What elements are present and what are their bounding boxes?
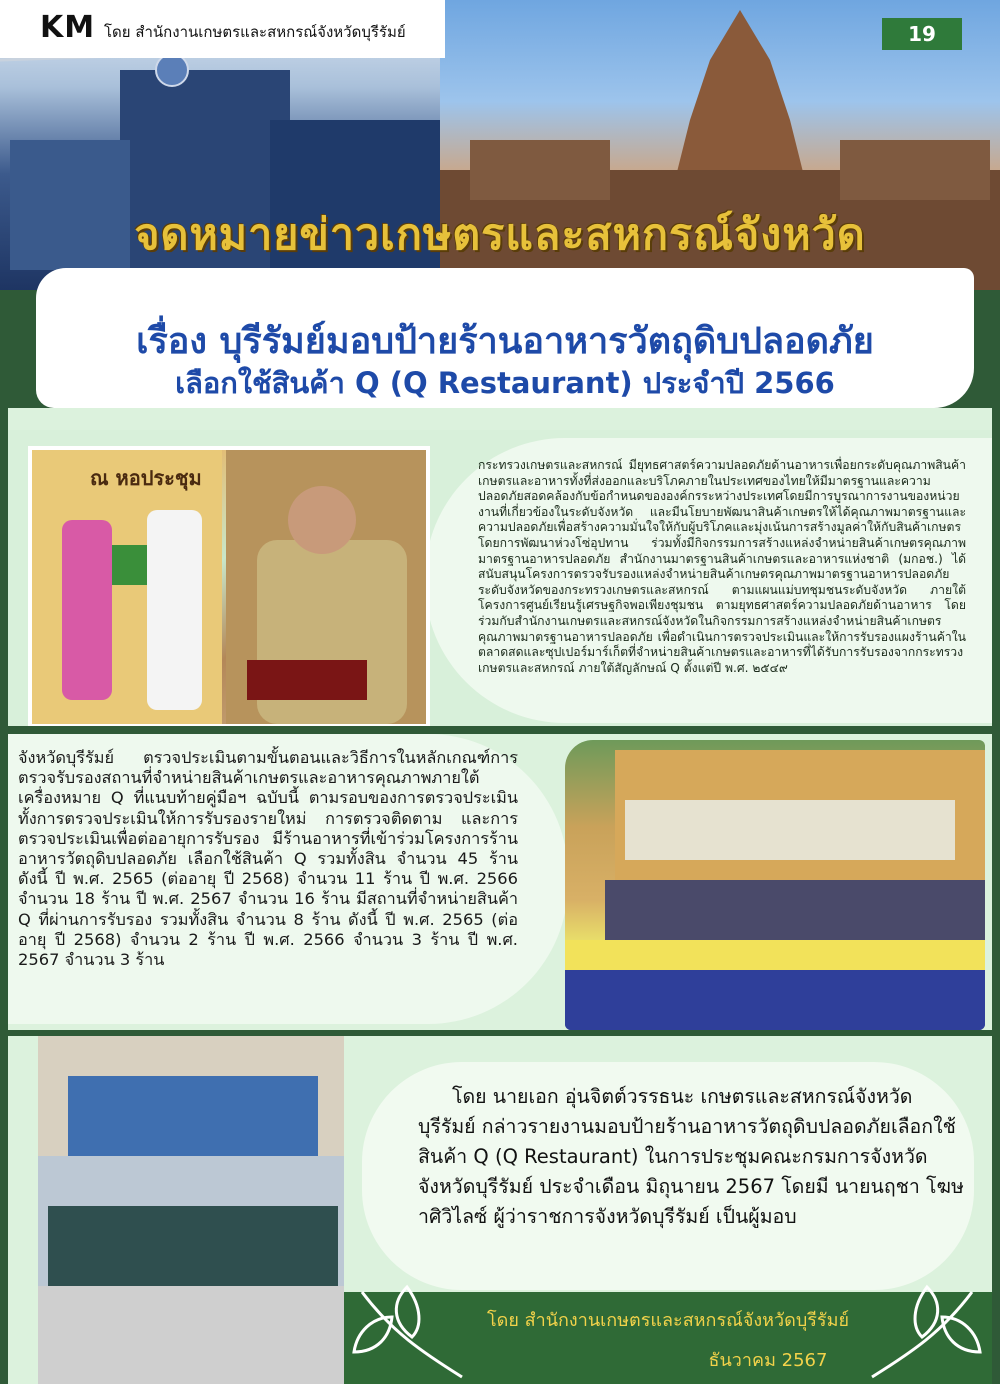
newsletter-title: จดหมายข่าวเกษตรและสหกรณ์จังหวัด	[134, 210, 866, 260]
page-number: 19	[882, 18, 962, 50]
restaurant-visit-photos	[38, 1036, 344, 1384]
officer-in-white	[147, 510, 202, 710]
temple-gallery-right	[840, 140, 990, 200]
visiting-team-2	[48, 1206, 338, 1286]
tableware-display	[38, 1286, 344, 1384]
section-divider	[8, 726, 992, 734]
award-ceremony-photo	[28, 446, 430, 728]
speaker-head	[288, 486, 356, 554]
q-award-plaque	[112, 545, 147, 585]
paragraph-1: กระทรวงเกษตรและสหกรณ์ มียุทธศาสตร์ความปลอดภัยด้านอาหารเพื่อยกระดับคุณภาพสินค้าเกษตรและอาหารทั้งที่ส่งออกและบริโภคภายในประเทศของไทยให้มีมาตรฐานและความปลอดภัยสอดคล้องกับข้อกำหนดขององค์กรระหว่างประเทศโดยมีการบูรณาการงานของหน่วยงานที่เกี่ยวข้องในระดับจังหวัด และมีนโยบายพัฒนาสินค้าเกษตรให้ได้คุณภาพมาตรฐานและความปลอดภัยเพื่อสร้างความมั่นใจให้กับผู้บริโภคและมุ่งเน้นการสร้างมูลค่าให้กับสินค้าเกษตรโดยการพัฒนาห่วงโซ่อุปทาน ร่วมทั้งมีกิจกรรมการสร้างแหล่งจำหน่ายสินค้าเกษตรคุณภาพมาตรฐานอาหารปลอดภัย สำนักงานมาตรฐานสินค้าเกษตรและอาหารแห่งชาติ (มกอช.) ได้สนับสนุนโครงการตรวจรับรองแหล่งจำหน่ายสินค้าเกษตรคุณภาพมาตรฐานอาหารปลอดภัย ระดับจังหวัดของกระทรวงเกษตรและสหกรณ์ ตามแผนแม่บทชุมชนระดับจังหวัด ภายใต้โครงการศูนย์เรียนรู้เศรษฐกิจพอเพียงชุมชน ตามยุทธศาสตร์ความปลอดภัยด้านอาหาร โดยร่วมกับสำนักงานเกษตรและสหกรณ์จังหวัดในกิจกรรมการสร้างแหล่งจำหน่ายสินค้าเกษตรคุณภาพมาตรฐานอาหารปลอดภัย เพื่อดำเนินการตรวจประเมินและให้การรับรองแผงร้านค้าในตลาดสดและซุปเปอร์มาร์เก็ตที่จำหน่ายสินค้าเกษตรและอาหารที่ได้รับการรับรองจากกระทรวงเกษตรและสหกรณ์ ภายใต้สัญลักษณ์ Q ตั้งแต่ปี พ.ศ. ๒๕๔๙	[478, 458, 966, 675]
footer-date: ธันวาคม 2567	[708, 1350, 828, 1371]
stage-screen	[625, 800, 955, 860]
group-stage-photo	[565, 740, 985, 1030]
group-stage-illustration	[565, 740, 985, 1030]
paragraph-3: โดย นายเอก อุ่นจิตต์วรรธนะ เกษตรและสหกรณ์จังหวัดบุรีรัมย์ กล่าวรายงานมอบป้ายร้านอาหารวัตถุดิบปลอดภัยเลือกใช้สินค้า Q (Q Restaurant) ในการประชุมคณะกรมการจังหวัด จังหวัดบุรีรัมย์ ประจำเดือน มิถุนายน 2567 โดยมี นายนฤชา โฆษาศิวิไลซ์ ผู้ว่าราชการจังหวัดบุรีรัมย์ เป็นผู้มอบ	[418, 1085, 964, 1228]
header-office: โดย สำนักงานเกษตรและสหกรณ์จังหวัดบุรีรัมย์	[104, 23, 406, 41]
speech-folder	[247, 660, 367, 700]
group-of-people	[605, 880, 985, 940]
temple-gallery-left	[470, 140, 610, 200]
stadium-crest	[156, 54, 188, 86]
meeting-table	[565, 970, 985, 1030]
photo-sign-text: ณ หอประชุม	[90, 466, 202, 490]
km-logo: KM	[40, 10, 96, 45]
woman-in-pink	[62, 520, 112, 700]
paragraph-2: จังหวัดบุรีรัมย์ ตรวจประเมินตามขั้นตอนและวิธีการในหลักเกณฑ์การตรวจรับรองสถานที่จำหน่ายสินค้าเกษตรและอาหารคุณภาพภายใต้เครื่องหมาย Q ที่แนบท้ายคู่มือฯ ฉบับนี้ ตามรอบของการตรวจประเมิน ทั้งการตรวจประเมินให้การรับรองรายใหม่ การตรวจติดตาม และการตรวจประเมินเพื่อต่ออายุการรับรอง มีร้านอาหารที่เข้าร่วมโครงการร้านอาหารวัตถุดิบปลอดภัย เลือกใช้สินค้า Q รวมทั้งสิน จำนวน 45 ร้าน ดังนี้ ปี พ.ศ. 2565 (ต่ออายุ ปี 2568) จำนวน 11 ร้าน ปี พ.ศ. 2566 จำนวน 18 ร้าน ปี พ.ศ. 2567 จำนวน 16 ร้าน มีสถานที่จำหน่ายสินค้า Q ที่ผ่านการรับรอง รวมทั้งสิน จำนวน 8 ร้าน ดังนี้ ปี พ.ศ. 2565 (ต่ออายุ ปี 2568) จำนวน 2 ร้าน ปี พ.ศ. 2566 จำนวน 3 ร้าน ปี พ.ศ. 2567 จำนวน 3 ร้าน	[18, 748, 518, 970]
headline-line-1: เรื่อง บุรีรัมย์มอบป้ายร้านอาหารวัตถุดิบปลอดภัย	[136, 321, 874, 362]
stage-flowers	[565, 940, 985, 970]
footer-office: โดย สำนักงานเกษตรและสหกรณ์จังหวัดบุรีรัมย์	[487, 1310, 849, 1331]
visiting-team-1	[68, 1076, 318, 1156]
restaurant-visit-illustration	[38, 1036, 344, 1384]
headline-line-2: เลือกใช้สินค้า Q (Q Restaurant) ประจำปี 2566	[175, 366, 835, 400]
